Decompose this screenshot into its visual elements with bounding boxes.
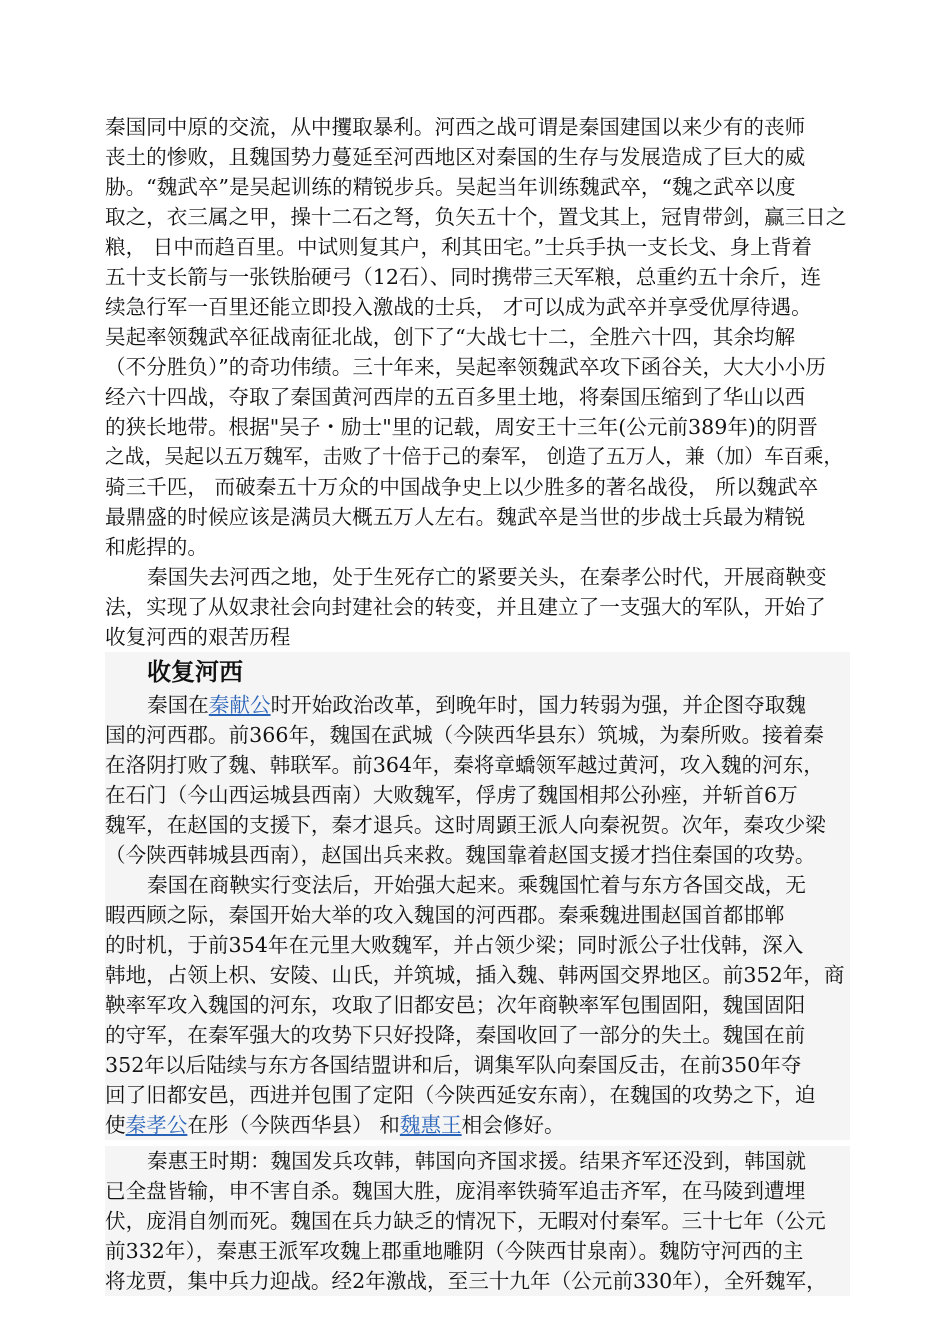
text-line: 伏，庞涓自刎而死。魏国在兵力缺乏的情况下，无暇对付秦军。三十七年（公元 bbox=[105, 1209, 826, 1233]
text-line: 在洛阴打败了魏、韩联军。前364年，秦将章蟜领军越过黄河，攻入魏的河东， bbox=[105, 753, 824, 777]
text-line bbox=[105, 1110, 850, 1140]
text-line: 取之，衣三属之甲，操十二石之弩，负矢五十个，置戈其上，冠胄带剑，赢三日之 bbox=[105, 205, 847, 229]
text-line: 吴起率领魏武卒征战南征北战，创下了“大战七十二，全胜六十四，其余均解 bbox=[105, 325, 796, 349]
text-line: 352年以后陆续与东方各国结盟讲和后，调集军队向秦国反击，在前350年夺 bbox=[105, 1053, 802, 1077]
text-line: 秦惠王时期：魏国发兵攻韩，韩国向齐国求援。结果齐军还没到，韩国就 bbox=[147, 1149, 806, 1173]
text-line: 五十支长箭与一张铁胎硬弓（12石）、同时携带三天军粮，总重约五十余斤，连 bbox=[105, 265, 822, 289]
text-line: 法，实现了从奴隶社会向封建社会的转变，并且建立了一支强大的军队，开始了 bbox=[105, 595, 826, 619]
text-line: 国的河西郡。前366年，魏国在武城（今陕西华县东）筑城，为秦所败。接着秦 bbox=[105, 723, 824, 747]
text-span: 使 bbox=[105, 1113, 126, 1137]
text-line: 韩地，占领上枳、安陵、山氏，并筑城，插入魏、韩两国交界地区。前352年，商 bbox=[105, 963, 845, 987]
text-line: 胁。“魏武卒”是吴起训练的精锐步兵。吴起当年训练魏武卒，“魏之武卒以度 bbox=[105, 175, 796, 199]
text-line: （今陕西韩城县西南），赵国出兵来救。魏国靠着赵国支援才挡住秦国的攻势。 bbox=[105, 843, 816, 867]
text-line: 回了旧都安邑，西进并包围了定阳（今陕西延安东南），在魏国的攻势之下，迫 bbox=[105, 1083, 816, 1107]
text-line: 秦国在商鞅实行变法后，开始强大起来。乘魏国忙着与东方各国交战，无 bbox=[147, 873, 806, 897]
paragraph-shang-yang bbox=[105, 870, 850, 1140]
text-line: 将龙贾，集中兵力迎战。经2年激战，至三十九年（公元前330年），全歼魏军， bbox=[105, 1269, 827, 1293]
text-line: 丧土的惨败，且魏国势力蔓延至河西地区对秦国的生存与发展造成了巨大的威 bbox=[105, 145, 806, 169]
text-line: （不分胜负）”的奇功伟绩。三十年来，吴起率领魏武卒攻下函谷关，大大小小历 bbox=[105, 355, 827, 379]
text-line: 魏军，在赵国的支援下，秦才退兵。这时周顕王派人向秦祝贺。次年，秦攻少梁 bbox=[105, 813, 826, 837]
section-heading: 收复河西 bbox=[147, 658, 243, 686]
text-span: 秦国在 bbox=[147, 693, 209, 717]
paragraph-xian-gong bbox=[105, 690, 850, 870]
text-line: 的守军，在秦军强大的攻势下只好投降，秦国收回了一部分的失土。魏国在前 bbox=[105, 1023, 806, 1047]
recover-hexi-section bbox=[105, 652, 850, 1140]
text-line: 续急行军一百里还能立即投入激战的士兵， 才可以成为武卒并享受优厚待遇。 bbox=[105, 295, 812, 319]
text-line: 粮， 日中而趋百里。中试则复其户，利其田宅。”士兵手执一支长戈、身上背着 bbox=[105, 235, 812, 259]
text-line: 收复河西的艰苦历程 bbox=[105, 625, 291, 649]
text-line: 鞅率军攻入魏国的河东，攻取了旧都安邑；次年商鞅率军包围固阳，魏国固阳 bbox=[105, 993, 806, 1017]
text-line: 的狭长地带。根据"吴子・励士"里的记载，周安王十三年(公元前389年)的阴晋 bbox=[105, 415, 818, 439]
text-line: 的时机，于前354年在元里大败魏军，并占领少梁；同时派公子壮伐韩，深入 bbox=[105, 933, 804, 957]
text-line: 秦国同中原的交流，从中攫取暴利。河西之战可谓是秦国建国以来少有的丧师 bbox=[105, 115, 806, 139]
text-span: 在彤（今陕西华县） 和 bbox=[187, 1113, 400, 1137]
text-line: 在石门（今山西运城县西南）大败魏军，俘虏了魏国相邦公孙痤，并斩首6万 bbox=[105, 783, 798, 807]
text-line: 暇西顾之际，秦国开始大举的攻入魏国的河西郡。秦乘魏进围赵国首都邯郸 bbox=[105, 903, 785, 927]
text-span: 相会修好。 bbox=[461, 1113, 565, 1137]
text-line: 和彪捍的。 bbox=[105, 535, 208, 559]
link-qin-xiao-gong[interactable]: 秦孝公 bbox=[125, 1113, 188, 1137]
text-line: 已全盘皆输，申不害自杀。魏国大胜，庞涓率铁骑军追击齐军，在马陵到遭埋 bbox=[105, 1179, 806, 1203]
text-line: 骑三千匹， 而破秦五十万众的中国战争史上以少胜多的著名战役， 所以魏武卒 bbox=[105, 475, 819, 499]
paragraph-qin-reform bbox=[105, 562, 850, 652]
link-wei-hui-wang[interactable]: 魏惠王 bbox=[399, 1113, 462, 1137]
text-line: 前332年），秦惠王派军攻魏上郡重地雕阴（今陕西甘泉南）。魏防守河西的主 bbox=[105, 1239, 804, 1263]
text-line bbox=[105, 690, 850, 720]
paragraph-hui-wang bbox=[105, 1146, 850, 1296]
document-page bbox=[105, 112, 850, 1296]
paragraph-wei-wuzu bbox=[105, 112, 850, 562]
text-line: 秦国失去河西之地，处于生死存亡的紧要关头，在秦孝公时代，开展商鞅变 bbox=[147, 565, 827, 589]
text-line: 最鼎盛的时候应该是满员大概五万人左右。魏武卒是当世的步战士兵最为精锐 bbox=[105, 505, 806, 529]
text-span: 时开始政治改革，到晚年时，国力转弱为强，并企图夺取魏 bbox=[270, 693, 806, 717]
link-qin-xian-gong[interactable]: 秦献公 bbox=[208, 693, 271, 717]
text-line: 经六十四战，夺取了秦国黄河西岸的五百多里土地，将秦国压缩到了华山以西 bbox=[105, 385, 806, 409]
text-line: 之战，吴起以五万魏军，击败了十倍于己的秦军， 创造了五万人，兼（加）车百乘， bbox=[105, 445, 844, 468]
